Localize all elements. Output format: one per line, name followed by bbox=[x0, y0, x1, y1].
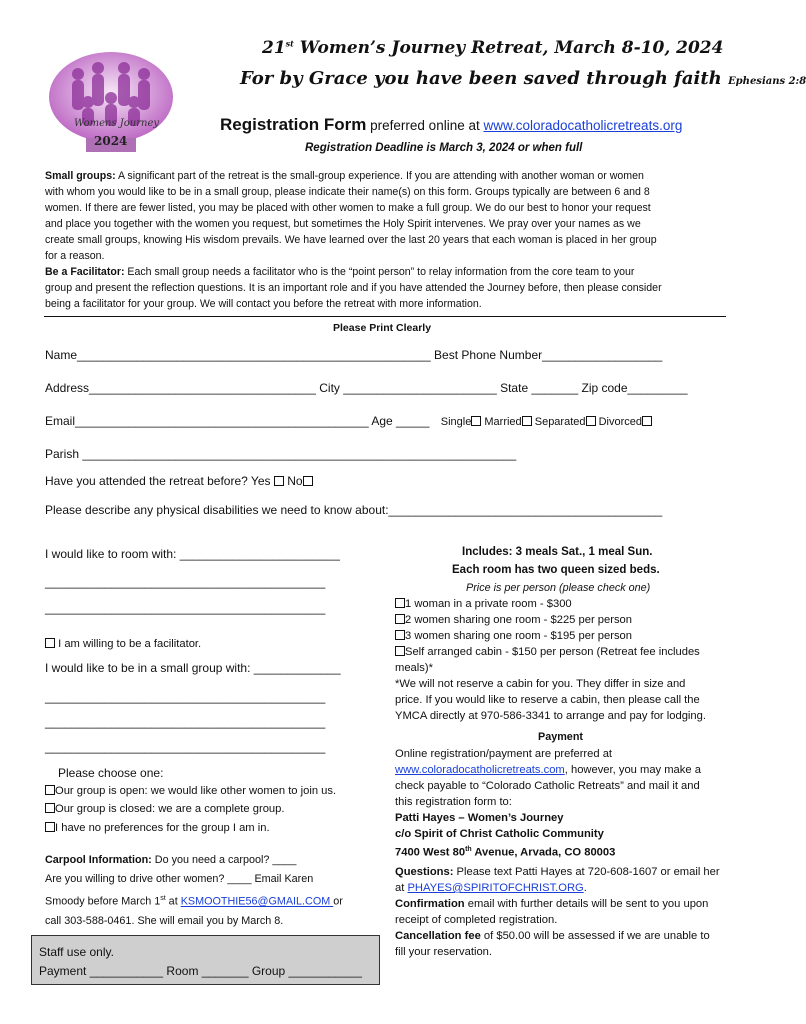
small-group-line-3[interactable]: __________________________________________ bbox=[45, 715, 326, 729]
single-label: Single bbox=[440, 416, 472, 428]
facilitator-checkbox[interactable] bbox=[45, 638, 55, 648]
logo-caption: Womens Journey bbox=[74, 118, 160, 129]
email-age-row bbox=[45, 413, 652, 430]
room-with-field[interactable]: I would like to room with: ________________________ bbox=[45, 547, 340, 561]
name-field[interactable]: Name_____________________________________________________ Best Phone Number__________________ bbox=[45, 348, 663, 362]
staff-use-box bbox=[31, 935, 380, 985]
registration-deadline: Registration Deadline is March 3, 2024 or when full bbox=[305, 142, 583, 154]
registration-heading: Registration Form preferred online at www.coloradocatholicretreats.org bbox=[220, 115, 683, 134]
married-label: Married bbox=[484, 416, 522, 428]
print-clearly-label: Please Print Clearly bbox=[333, 322, 432, 334]
price-option-4-checkbox[interactable] bbox=[395, 646, 405, 656]
attended-before-row bbox=[45, 473, 313, 489]
logo-year: 2024 bbox=[94, 134, 128, 148]
attended-yes-checkbox[interactable] bbox=[274, 476, 284, 486]
group-open-option: Our group is open: we would like other women to join us. bbox=[45, 783, 336, 799]
room-with-line-2[interactable]: __________________________________________ bbox=[45, 575, 326, 589]
parish-field[interactable]: Parish _________________________________________________________________ bbox=[45, 447, 517, 461]
attended-no-label: No bbox=[287, 474, 303, 488]
group-closed-option: Our group is closed: we are a complete group. bbox=[45, 801, 284, 817]
separated-checkbox[interactable] bbox=[586, 416, 596, 426]
includes-text: Includes: 3 meals Sat., 1 meal Sun. bbox=[462, 546, 653, 558]
price-option-3-checkbox[interactable] bbox=[395, 630, 405, 640]
single-checkbox[interactable] bbox=[471, 416, 481, 426]
email-field[interactable]: Email____________________________________________ Age _____ bbox=[45, 414, 430, 428]
group-closed-checkbox[interactable] bbox=[45, 803, 55, 813]
attended-before-label: Have you attended the retreat before? Yes bbox=[45, 474, 271, 488]
small-group-line-2[interactable]: __________________________________________ bbox=[45, 690, 326, 704]
divorced-label: Divorced bbox=[598, 416, 642, 428]
choose-one-label: Please choose one: bbox=[58, 766, 164, 780]
facilitator-option bbox=[45, 636, 201, 652]
beds-text: Each room has two queen sized beds. bbox=[452, 564, 660, 576]
price-option-2: 2 women sharing one room - $225 per person bbox=[395, 612, 632, 628]
retreat-logo bbox=[46, 42, 176, 152]
no-preference-option: I have no preferences for the group I am in. bbox=[45, 820, 270, 836]
small-group-line-4[interactable]: __________________________________________ bbox=[45, 740, 326, 754]
divider bbox=[44, 316, 726, 317]
contact-email-link[interactable]: PHAYES@SPIRITOFCHRIST.ORG bbox=[407, 882, 584, 894]
attended-no-checkbox[interactable] bbox=[303, 476, 313, 486]
price-option-1: 1 woman in a private room - $300 bbox=[395, 596, 572, 612]
price-note: Price is per person (please check one) bbox=[466, 582, 651, 594]
price-option-4: Self arranged cabin - $150 per person (Retreat fee includes meals)* bbox=[395, 646, 700, 674]
cabin-note: *We will not reserve a cabin for you. They differ in size and price. If you would like to reserve a cabin, then please call the YMCA directly at 970-586-3341 to arrange and pay for lodging. bbox=[395, 678, 706, 722]
separated-label: Separated bbox=[534, 416, 586, 428]
price-option-3: 3 women sharing one room - $195 per person bbox=[395, 628, 632, 644]
price-option-2-checkbox[interactable] bbox=[395, 614, 405, 624]
small-groups-text: Small groups: A significant part of the retreat is the small-group experience. If you are attending with another woman or women with whom you would like to be in a small group, please indicate their name(s) on this form. Groups typically are between 6 and 8 women. If there are fewer listed, you may be placed with other women to make a full group. We do our best to honor your request and place you together with the women you request, but sometimes the Holy Spirit intervenes. We pray over your names as we create small groups, knowing His wisdom prevails. We have learned over the last 20 years that each woman is placed in her group for a reason. Be a Facilitator: Each small group needs a facilitator who is the “point person” to relay information from the core team to your group and present the reflection questions. It is an important role and if you have attended the Journey before, then please consider being a facilitator for your group. We will contact you before the retreat with more information. bbox=[45, 170, 662, 310]
carpool-info: Carpool Information: Do you need a carpool? ____ Are you willing to drive other women? ____ Email Karen Smoody before March 1st at KSMOOTHIE56@GMAIL.COM or call 303-588-0461. She will email you by March 8. bbox=[45, 854, 343, 927]
contact-info: Questions: Please text Patti Hayes at 720-608-1607 or email her at PHAYES@SPIRITOFCHRIST.ORG. Confirmation email with further details will be sent to you upon receipt of completed registration. Cancellation fee of $50.00 will be assessed if we are unable to fill your reservation. bbox=[395, 866, 720, 958]
page-subtitle: For by Grace you have been saved through faith Ephesians 2:8 bbox=[240, 68, 806, 89]
room-with-line-3[interactable]: __________________________________________ bbox=[45, 601, 326, 615]
facilitator-label: I am willing to be a facilitator. bbox=[58, 638, 202, 650]
retreats-website-link[interactable]: www.coloradocatholicretreats.org bbox=[483, 118, 683, 133]
staff-use-fields: Payment ___________ Room _______ Group ___________ bbox=[39, 964, 362, 978]
payment-info: Online registration/payment are preferred at www.coloradocatholicretreats.com, however, you may make a check payable to “Colorado Catholic Retreats” and mail it and this registration form to: Patti Hayes – Women’s Journey c/o Spirit of Christ Catholic Community 7400 West 80th Avenue, Arvada, CO 80003 bbox=[395, 748, 701, 859]
price-option-1-checkbox[interactable] bbox=[395, 598, 405, 608]
payment-title: Payment bbox=[538, 731, 584, 743]
page-title: 21st Women’s Journey Retreat, March 8-10, 2024 bbox=[262, 38, 724, 58]
address-field[interactable]: Address__________________________________ City _______________________ State _______ Zip code_________ bbox=[45, 381, 688, 395]
payment-website-link[interactable]: www.coloradocatholicretreats.com bbox=[395, 764, 565, 776]
no-preference-checkbox[interactable] bbox=[45, 822, 55, 832]
divorced-checkbox[interactable] bbox=[642, 416, 652, 426]
disabilities-field[interactable]: Please describe any physical disabilities we need to know about:_________________________________________ bbox=[45, 503, 663, 517]
verse-ref: Ephesians 2:8 bbox=[728, 76, 806, 87]
small-group-field[interactable]: I would like to be in a small group with: _____________ bbox=[45, 661, 341, 675]
carpool-email-link[interactable]: KSMOOTHIE56@GMAIL.COM bbox=[180, 895, 334, 908]
staff-use-title: Staff use only. bbox=[39, 945, 114, 959]
married-checkbox[interactable] bbox=[522, 416, 532, 426]
group-open-checkbox[interactable] bbox=[45, 785, 55, 795]
